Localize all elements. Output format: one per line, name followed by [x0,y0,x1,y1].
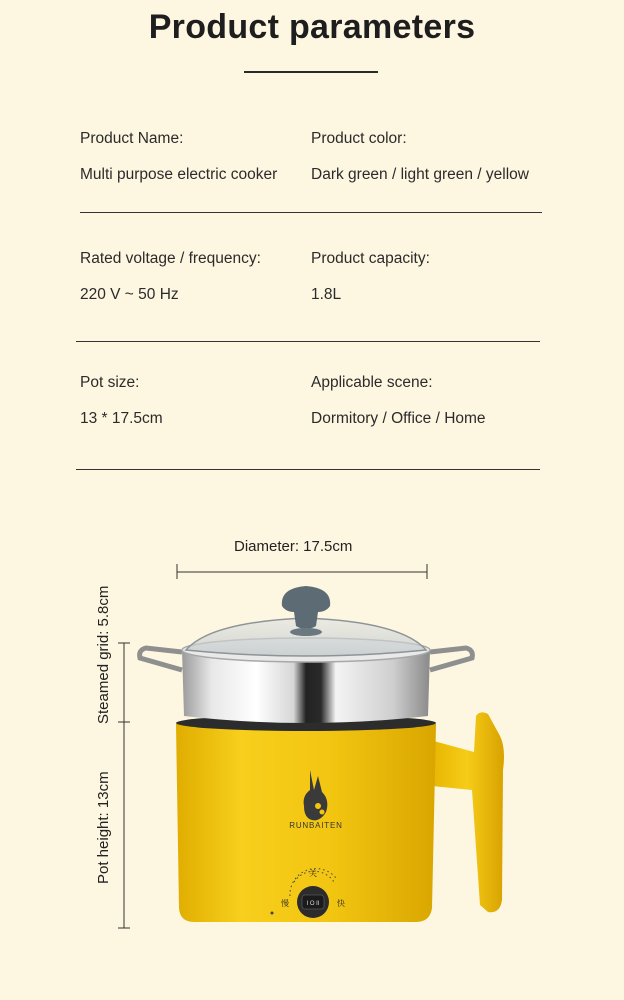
scene-label: Applicable scene: [311,374,433,391]
steamed-grid-label: Steamed grid: 5.8cm [95,585,112,724]
height-dimension-line [118,643,130,928]
diameter-dimension-line [177,564,427,579]
capacity-value: 1.8L [311,286,342,303]
diameter-label: Diameter: 17.5cm [234,538,353,555]
product-name-label: Product Name: [80,130,184,147]
product-name-value: Multi purpose electric cooker [80,166,278,183]
brand-text: RUNBAITEN [289,821,343,830]
page-title: Product parameters [148,8,476,46]
product-color-value: Dark green / light green / yellow [311,166,529,183]
left-steamer-handle [140,648,182,670]
product-color-label: Product color: [311,130,407,147]
capacity-label: Product capacity: [311,250,430,267]
pot-size-label: Pot size: [80,374,140,391]
cooker-handle [430,712,504,912]
switch-slow-label: 慢 [281,899,289,908]
pot-height-label: Pot height: 13cm [95,771,112,884]
switch-off-label: 关 [309,869,317,878]
right-steamer-handle [430,648,472,670]
switch-fast-label: 快 [337,899,345,908]
scene-value: Dormitory / Office / Home [311,410,486,427]
pot-size-value: 13 * 17.5cm [80,410,163,427]
voltage-label: Rated voltage / frequency: [80,250,261,267]
voltage-value: 220 V ~ 50 Hz [80,286,179,303]
svg-text:I O II: I O II [306,901,320,907]
